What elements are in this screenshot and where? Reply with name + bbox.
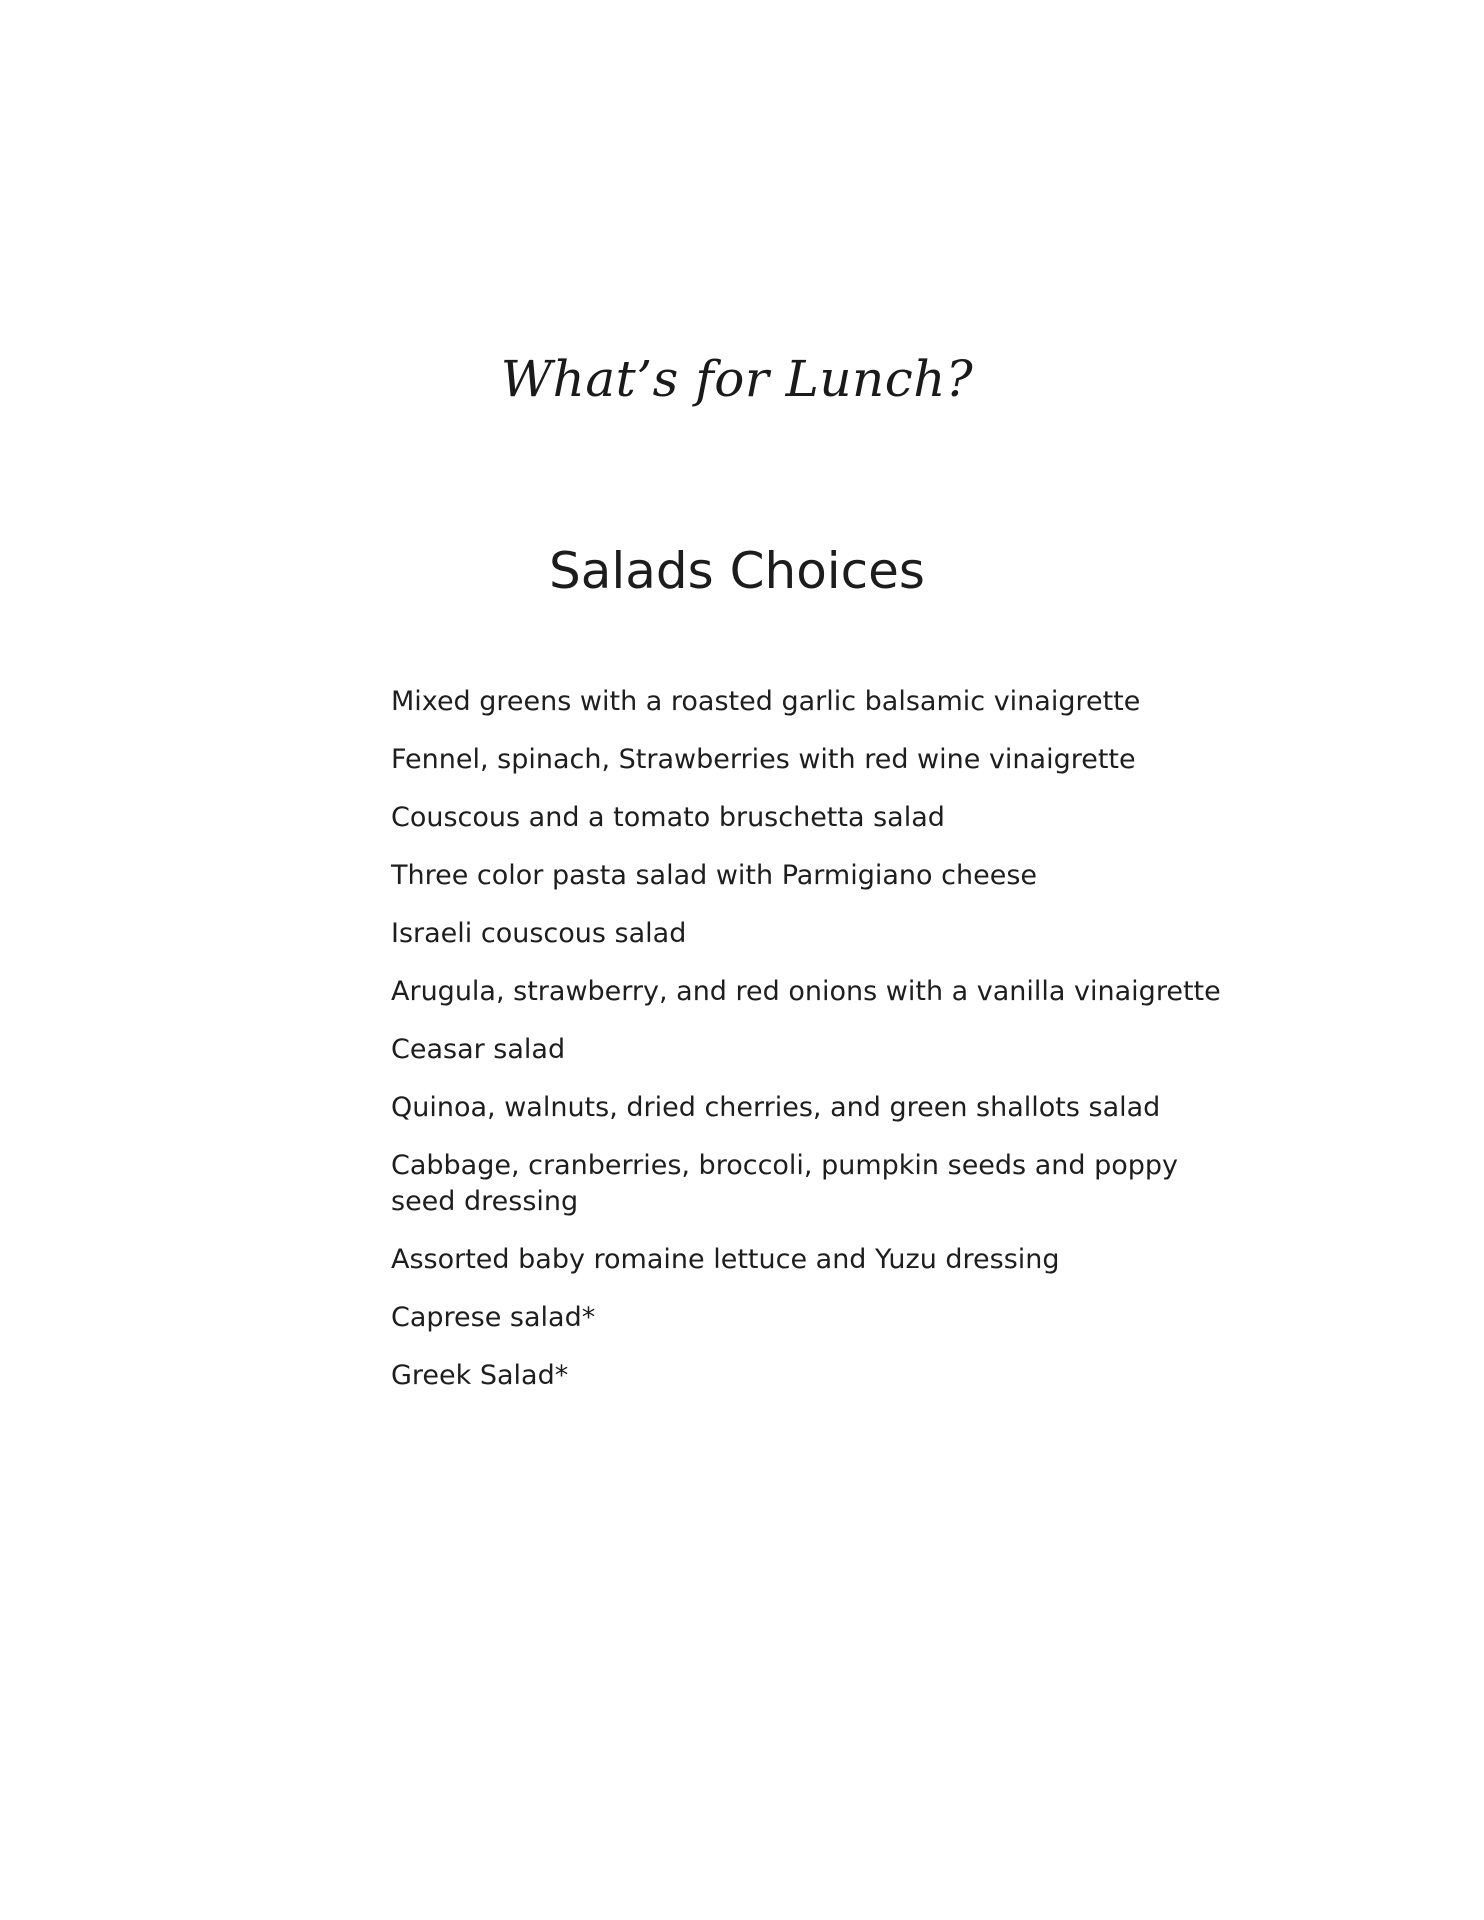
- list-item: Arugula, strawberry, and red onions with a vanilla vinaigrette: [391, 976, 1221, 1007]
- list-item: Caprese salad*: [391, 1302, 596, 1333]
- list-item: Couscous and a tomato bruschetta salad: [391, 802, 945, 833]
- list-item: Israeli couscous salad: [391, 918, 687, 949]
- list-item: Fennel, spinach, Strawberries with red wine vinaigrette: [391, 744, 1136, 775]
- section-heading: Salads Choices: [549, 542, 925, 600]
- list-item: Greek Salad*: [391, 1360, 569, 1391]
- list-item: Ceasar salad: [391, 1034, 566, 1065]
- page-title: What’s for Lunch?: [500, 350, 974, 408]
- list-item: Quinoa, walnuts, dried cherries, and green shallots salad: [391, 1092, 1161, 1123]
- list-item: Assorted baby romaine lettuce and Yuzu dressing: [391, 1244, 1060, 1275]
- list-item: Three color pasta salad with Parmigiano cheese: [391, 860, 1037, 891]
- list-item: Mixed greens with a roasted garlic balsamic vinaigrette: [391, 686, 1141, 717]
- list-item: Cabbage, cranberries, broccoli, pumpkin seeds and poppy seed dressing: [391, 1150, 1178, 1217]
- salad-list: [391, 684, 1241, 1416]
